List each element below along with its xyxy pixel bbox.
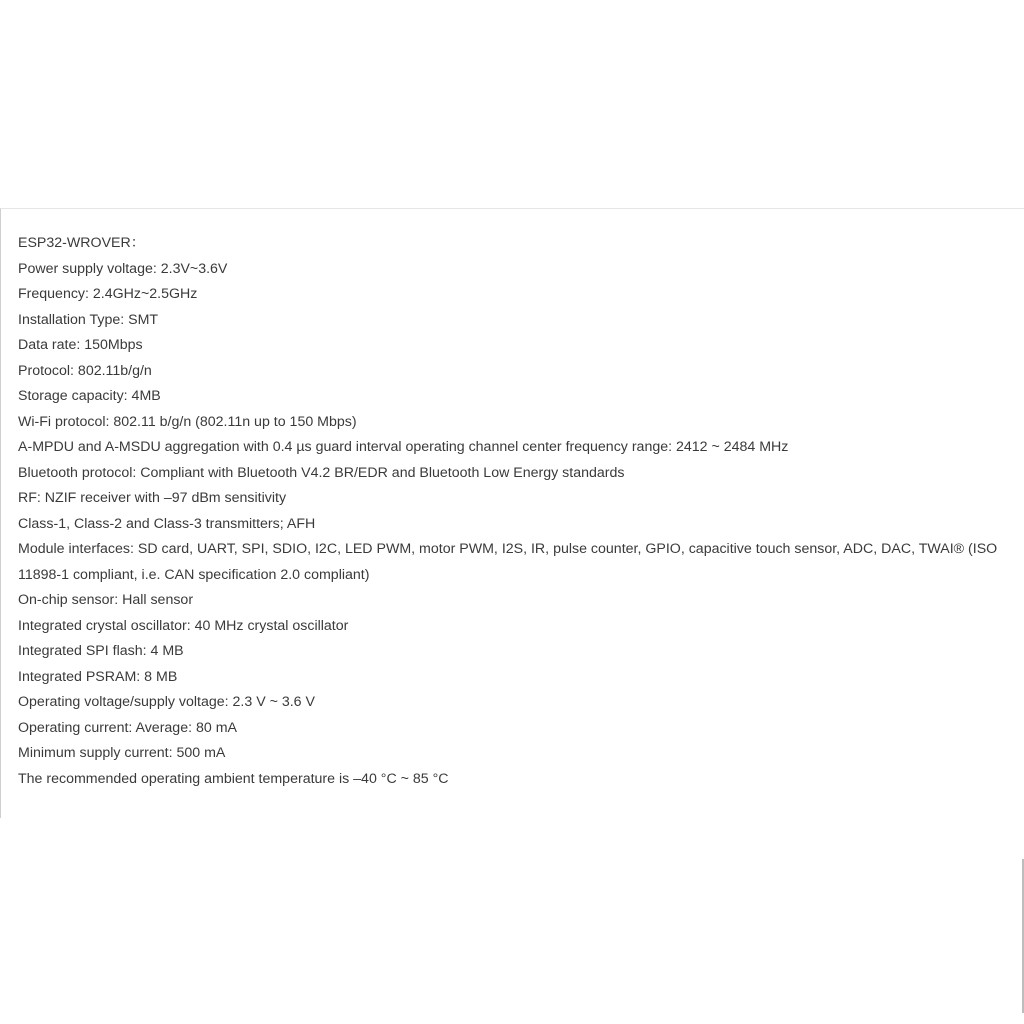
spec-line-operating-voltage: Operating voltage/supply voltage: 2.3 V ~ 3.6 V (18, 694, 315, 710)
spec-line-title: ESP32-WROVER： (18, 235, 145, 251)
spec-line-psram: Integrated PSRAM: 8 MB (18, 668, 178, 685)
spec-panel (0, 208, 1024, 818)
spec-line-frequency: Frequency: 2.4GHz~2.5GHz (18, 286, 198, 302)
spec-line-protocol: Protocol: 802.11b/g/n (18, 362, 152, 379)
spec-line-wifi-protocol: Wi-Fi protocol: 802.11 b/g/n (802.11n up to 150 Mbps) (18, 413, 357, 430)
spec-line-installation-type: Installation Type: SMT (18, 311, 159, 328)
spec-line-minimum-supply-current: Minimum supply current: 500 mA (18, 745, 226, 761)
spec-line-bluetooth-protocol: Bluetooth protocol: Compliant with Bluetooth V4.2 BR/EDR and Bluetooth Low Energy standards (18, 464, 625, 481)
spec-line-data-rate: Data rate: 150Mbps (18, 337, 143, 353)
spec-line-ambient-temperature: The recommended operating ambient temperature is –40 °C ~ 85 °C (18, 770, 449, 787)
spec-line-operating-current: Operating current: Average: 80 mA (18, 719, 237, 736)
spec-line-storage-capacity: Storage capacity: 4MB (18, 388, 161, 404)
spec-line-aggregation: A-MPDU and A-MSDU aggregation with 0.4 µs guard interval operating channel center frequency range: 2412 ~ 2484 MHz (18, 439, 789, 455)
spec-line-module-interfaces: Module interfaces: SD card, UART, SPI, SDIO, I2C, LED PWM, motor PWM, I2S, IR, pulse counter, GPIO, capacitive touch sensor, ADC, DAC, TWAI® (ISO 11898-1 compliant, i.e. CAN specification 2.0 compliant) (18, 541, 998, 583)
spec-line-on-chip-sensor: On-chip sensor: Hall sensor (18, 592, 194, 608)
spec-line-rf: RF: NZIF receiver with –97 dBm sensitivity (18, 490, 287, 506)
spec-list (18, 231, 1013, 792)
spec-line-spi-flash: Integrated SPI flash: 4 MB (18, 643, 184, 659)
spec-line-power-supply-voltage: Power supply voltage: 2.3V~3.6V (18, 260, 228, 277)
spec-line-transmitters: Class-1, Class-2 and Class-3 transmitters; AFH (18, 515, 316, 532)
spec-line-crystal-oscillator: Integrated crystal oscillator: 40 MHz crystal oscillator (18, 617, 349, 634)
